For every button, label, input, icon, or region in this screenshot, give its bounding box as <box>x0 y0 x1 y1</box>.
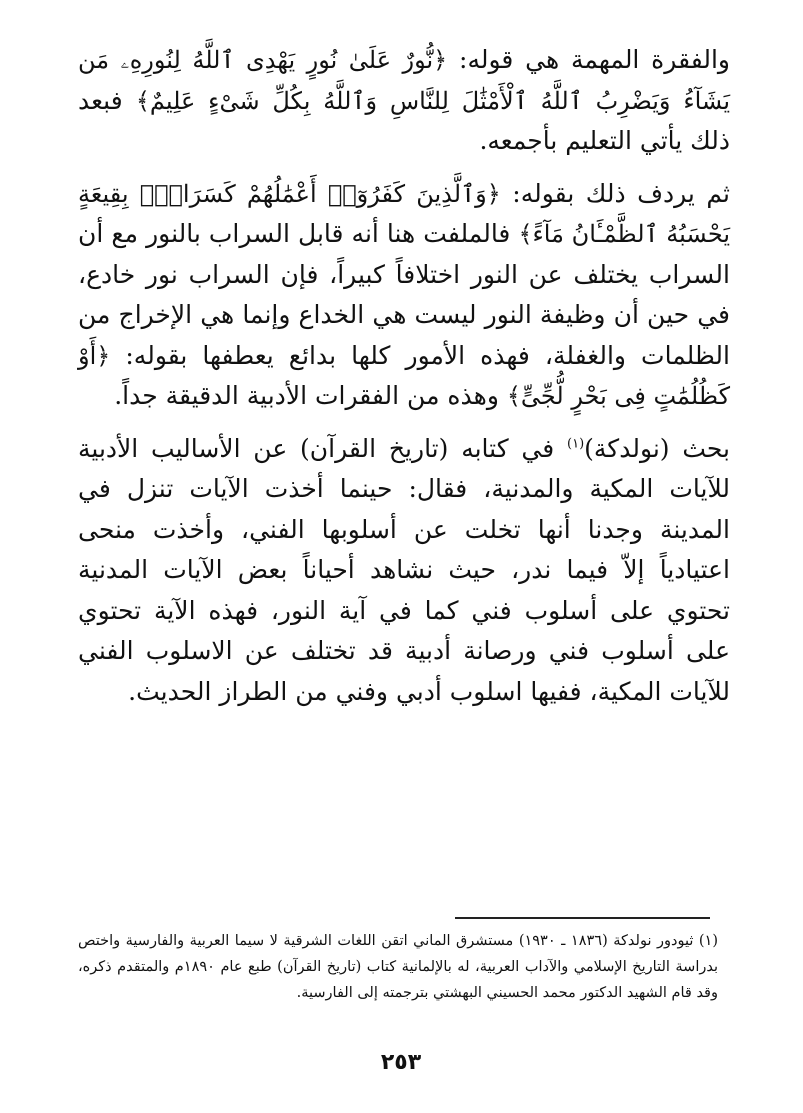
footnote-separator <box>455 917 710 919</box>
paragraph-1 <box>78 40 730 162</box>
footnote-1: (١) ثيودور نولدكة (١٨٣٦ ـ ١٩٣٠) مستشرق الماني اتقن اللغات الشرقية لا سيما العربية والفارسية واختص بدراسة التاريخ الإسلامي والآداب العربية، له بالإلمانية كتاب (تاريخ القرآن) طبع عام ١٨٩٠م والمتقدم ذكره، وقد قام الشهيد الدكتور محمد الحسيني البهشتي بترجمته إلى الفارسية. <box>78 933 718 1001</box>
paragraph-2-text-start: ثم يردف ذلك بقوله: <box>500 178 730 208</box>
paragraph-2-text-middle: فالملفت هنا أنه قابل السراب بالنور مع أن السراب يختلف عن النور اختلافاً كبيراً، فإن السراب نور خادع، في حين أن وظيفة النور ليست هي الخداع وإنما هي الإخراج من الظلمات والغفلة، فهذه الأمور كلها بدائع يعطفها بقوله: <box>78 219 730 370</box>
paragraph-3 <box>78 429 730 713</box>
quran-quote-sarab: ﴿وَٱلَّذِينَ كَفَرُوٓا۟ أَعْمَٰلُهُمْ كَسَرَابٍۭ بِقِيعَةٍ يَحْسَبُهُ ٱلظَّمْـَٔانُ مَآءً﴾ <box>78 179 730 248</box>
paragraph-1-text-end: فبعد ذلك يأتي التعليم بأجمعه. <box>78 85 730 155</box>
page-body <box>78 40 730 712</box>
paragraph-2-text-end: وهذه من الفقرات الأدبية الدقيقة جداً. <box>114 381 507 410</box>
page-number: ٢٥٣ <box>380 1050 422 1075</box>
quran-quote-nur: ﴿نُّورٌ عَلَىٰ نُورٍ يَهْدِى ٱللَّهُ لِنُورِهِۦ مَن يَشَآءُ وَيَضْرِبُ ٱللَّهُ ٱلْأَمْثَٰلَ لِلنَّاسِ وَٱللَّهُ بِكُلِّ شَىْءٍ عَلِيمٌ﴾ <box>78 46 731 115</box>
paragraph-1-text-start: والفقرة المهمة هي قوله: <box>447 45 730 74</box>
quran-quote-zulumat: ﴿أَوْ كَظُلُمَٰتٍ فِى بَحْرٍ لُّجِّىٍّ﴾ <box>78 341 730 410</box>
footnote-reference[interactable]: (١) <box>567 436 585 452</box>
paragraph-2 <box>78 174 730 417</box>
paragraph-3-text-end: في كتابه (تاريخ القرآن) عن الأساليب الأدبية للآيات المكية والمدنية، فقال: حينما أخذت الآيات تنزل في المدينة وجدنا أنها تخلت عن أسلوبها الفني، وأخذت منحى اعتيادياً إلاّ فيما ندر، حيث نشاهد أحياناً بعض الآيات المدنية تحتوي على أسلوب فني كما في آية النور، فهذه الآية تحتوي على أسلوب فني ورصانة أدبية قد تختلف عن الاسلوب الفني للآيات المكية، ففيها اسلوب أدبي وفني من الطراز الحديث. <box>78 433 730 706</box>
paragraph-3-text-start: بحث (نولدكة) <box>584 433 731 463</box>
